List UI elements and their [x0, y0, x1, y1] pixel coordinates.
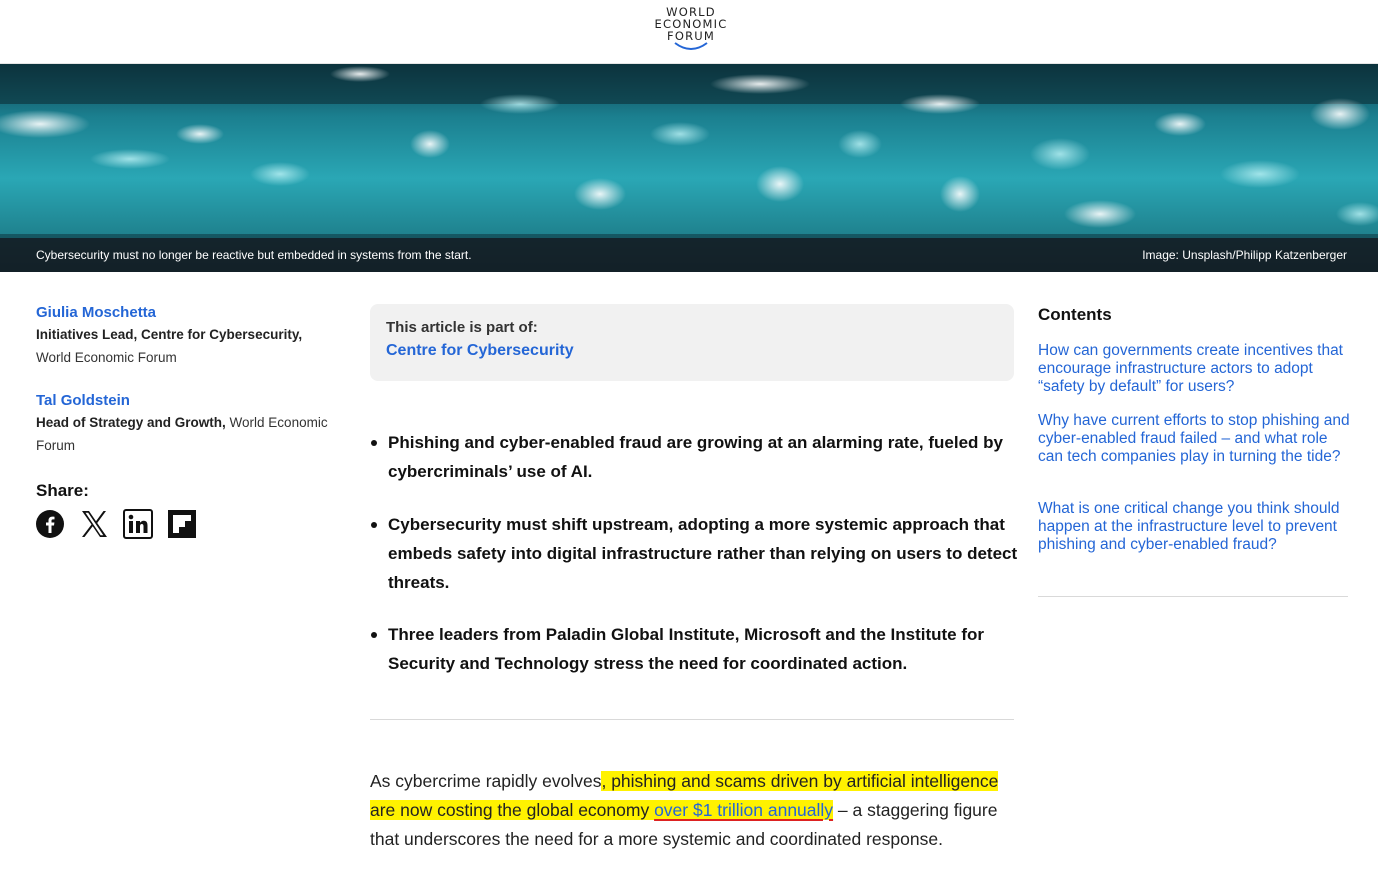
article-paragraph — [370, 767, 1014, 854]
author-role-1 — [36, 323, 346, 369]
contents-divider — [1038, 596, 1348, 597]
hero-credit: Image: Unsplash/Philipp Katzenberger — [1142, 248, 1347, 262]
key-point-3 — [370, 620, 1020, 678]
x-icon[interactable] — [79, 509, 109, 539]
flipboard-icon[interactable] — [167, 509, 197, 539]
author-name-1[interactable]: Giulia Moschetta — [36, 304, 157, 321]
contents-title: Contents — [1038, 305, 1112, 324]
toc-item-2[interactable]: Why have current efforts to stop phishing and cyber-enabled fraud failed – and what role can tech companies play in turning the tide? — [1038, 412, 1350, 465]
toc-item-1[interactable]: How can governments create incentives that encourage infrastructure actors to adopt “safety by default” for users? — [1038, 342, 1343, 395]
author-name-2[interactable]: Tal Goldstein — [36, 392, 130, 409]
series-link[interactable]: Centre for Cybersecurity — [386, 342, 574, 359]
trillion-link[interactable]: over $1 trillion annually — [654, 800, 834, 820]
series-label: This article is part of: — [386, 319, 538, 336]
author-role-2 — [36, 411, 346, 457]
bullet-dot — [371, 522, 377, 528]
wef-logo[interactable] — [645, 6, 737, 58]
article-divider — [370, 719, 1014, 720]
toc-item-3[interactable]: What is one critical change you think should happen at the infrastructure level to prevent phishing and cyber-enabled fraud? — [1038, 500, 1340, 553]
logo-line-3: FORUM — [667, 29, 715, 43]
author-org-2: World Economic Forum — [36, 415, 328, 453]
para-intro: As cybercrime rapidly evolves — [370, 771, 602, 791]
share-label: Share: — [36, 481, 89, 500]
linkedin-icon[interactable] — [123, 509, 153, 539]
key-point-2 — [370, 510, 1020, 597]
para-highlight: , phishing and scams driven by artificial intelligence are now costing the global economy — [370, 771, 999, 820]
logo-line-2: ECONOMIC — [654, 17, 728, 31]
author-org-1: World Economic Forum — [36, 350, 177, 365]
author-title-1: Initiatives Lead, Centre for Cybersecurity, — [36, 327, 303, 342]
para-rest: – a staggering figure that underscores the need for a more systemic and coordinated response. — [370, 800, 998, 849]
facebook-icon[interactable] — [35, 509, 65, 539]
logo-line-1: WORLD — [666, 5, 716, 19]
hero-caption: Cybersecurity must no longer be reactive but embedded in systems from the start. — [36, 248, 472, 262]
logo-arc-icon — [673, 37, 709, 55]
site-header — [0, 0, 1378, 64]
key-point-text-2: Cybersecurity must shift upstream, adopting a more systemic approach that embeds safety into digital infrastructure rather than relying on users to detect threats. — [388, 515, 1018, 592]
bullet-dot — [371, 632, 377, 638]
author-title-2: Head of Strategy and Growth, — [36, 415, 226, 430]
key-point-1 — [370, 428, 1020, 486]
bullet-dot — [371, 440, 377, 446]
key-point-text-1: Phishing and cyber-enabled fraud are growing at an alarming rate, fueled by cybercriminals’ use of AI. — [388, 433, 1003, 481]
key-point-text-3: Three leaders from Paladin Global Institute, Microsoft and the Institute for Security and Technology stress the need for coordinated action. — [388, 625, 985, 673]
